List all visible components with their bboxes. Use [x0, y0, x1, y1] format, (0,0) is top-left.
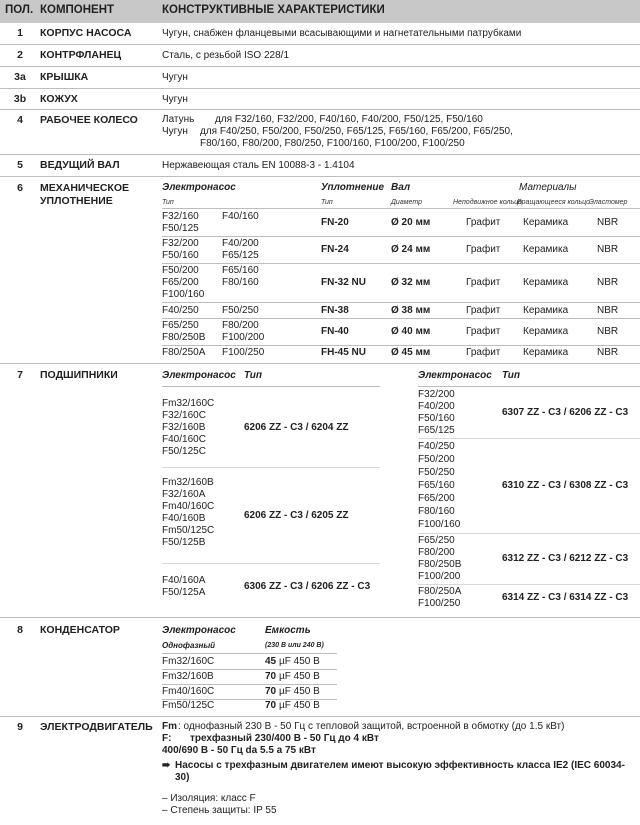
component-name: КОЖУХ	[40, 93, 78, 105]
row-number: 2	[17, 49, 23, 61]
row-divider	[0, 176, 640, 177]
bearing-pump: F100/250	[418, 598, 461, 609]
fixed-ring: Графит	[466, 347, 501, 358]
bearing-pump: Fm32/160B	[162, 477, 214, 488]
elastomer: NBR	[597, 217, 619, 228]
row-divider	[0, 617, 640, 618]
shaft-header: Вал	[391, 182, 411, 193]
seal-pump: F65/160	[222, 265, 259, 276]
bearing-pump: F80/200	[418, 547, 455, 558]
impeller-models: F80/160, F80/200, F80/250, F100/160, F100/200, F100/250	[200, 138, 465, 149]
shaft-diameter: Ø 40 мм	[391, 326, 431, 337]
seal-pump: F65/125	[222, 250, 259, 261]
rotating-ring: Керамика	[523, 244, 569, 255]
seal-pump: F50/250	[222, 305, 259, 316]
component-desc: Сталь, с резьбой ISO 228/1	[162, 50, 290, 61]
capacitance-unit: µF 450 В	[279, 656, 320, 667]
capacitance-value: 45	[265, 656, 277, 667]
bearing-pump: F50/125A	[162, 587, 206, 598]
seal-pump: F40/160	[222, 211, 259, 222]
seal-table-line	[162, 263, 640, 264]
bearing-pump: F32/160B	[162, 422, 206, 433]
impeller-models: для F40/250, F50/200, F50/250, F65/125, F65/160, F65/200, F65/250,	[200, 126, 513, 137]
bearing-group-divider	[418, 533, 640, 534]
motor-fm-text: : однофазный 230 В - 50 Гц с тепловой защитой, встроенной в обмотку (до 1.5 кВт)	[178, 721, 565, 732]
row-divider	[0, 716, 640, 717]
fixed-ring: Графит	[466, 244, 501, 255]
capacitance-value: 70	[265, 686, 277, 697]
elastomer: NBR	[597, 277, 619, 288]
component-desc: Нержавеющая сталь EN 10088-3 - 1.4104	[162, 160, 355, 171]
row-number: 5	[17, 159, 23, 171]
fixed-ring-subheader: Неподвижное кольцо	[453, 199, 523, 206]
voltage-subheader: (230 В или 240 В)	[265, 642, 324, 649]
bearing-pump: F32/160C	[162, 410, 206, 421]
seal-type: FN-38	[321, 305, 349, 316]
component-name: КОРПУС НАСОСА	[40, 27, 132, 39]
fixed-ring: Графит	[466, 305, 501, 316]
capacitance-unit: µF 450 В	[279, 686, 320, 697]
seal-pump: F100/200	[222, 332, 265, 343]
row-number: 3a	[14, 71, 26, 83]
seal-pump: F80/250B	[162, 332, 206, 343]
row-number: 1	[17, 27, 23, 39]
seal-type-header: Уплотнение	[321, 182, 385, 193]
seal-type-subheader: Тип	[321, 199, 333, 206]
row-divider	[0, 44, 640, 45]
bearing-pump: Fm32/160C	[162, 398, 215, 409]
seal-pump: F100/250	[222, 347, 265, 358]
component-name: ВЕДУЩИЙ ВАЛ	[40, 159, 120, 171]
capacitor-pump: Fm32/160C	[162, 656, 215, 667]
motor-fm-label: Fm	[162, 721, 177, 732]
seal-pump: F40/250	[162, 305, 199, 316]
elastomer: NBR	[597, 326, 619, 337]
elastomer: NBR	[597, 305, 619, 316]
rotating-ring: Керамика	[523, 347, 569, 358]
bearing-table-line	[162, 386, 380, 387]
seal-pump-header: Электронасос	[162, 182, 236, 193]
bearing-group-divider	[162, 467, 380, 468]
elastomer: NBR	[597, 347, 619, 358]
capacitor-table-line	[162, 669, 337, 670]
bearing-pump: F65/200	[418, 493, 455, 504]
bearing-pump: F40/200	[418, 401, 455, 412]
shaft-diameter: Ø 32 мм	[391, 277, 431, 288]
component-name: ПОДШИПНИКИ	[40, 369, 118, 381]
bearing-pump: F65/125	[418, 425, 455, 436]
component-desc: Чугун	[162, 72, 188, 83]
fixed-ring: Графит	[466, 277, 501, 288]
rotating-ring: Керамика	[523, 277, 569, 288]
bearing-table-line	[418, 386, 640, 387]
elastomer: NBR	[597, 244, 619, 255]
row-number: 7	[17, 369, 23, 381]
capacitance-header: Емкость	[265, 625, 311, 636]
bearing-type: 6307 ZZ - C3 / 6206 ZZ - C3	[502, 407, 629, 418]
diameter-subheader: Диаметр	[391, 199, 422, 206]
capacitor-table-line	[162, 653, 337, 654]
bearing-pump: F50/200	[418, 454, 455, 465]
seal-type: FN-40	[321, 326, 349, 337]
component-name: КОНДЕНСАТОР	[40, 624, 120, 636]
bearing-pump: F65/250	[418, 535, 455, 546]
seal-pump: F50/200	[162, 265, 199, 276]
row-divider	[0, 66, 640, 67]
bearing-pump: F100/200	[418, 571, 461, 582]
seal-table-line	[162, 345, 640, 346]
seal-pump: F32/160	[162, 211, 199, 222]
capacitor-pump: Fm50/125C	[162, 700, 215, 711]
motor-efficiency-note: Насосы с трехфазным двигателем имеют высокую эффективность класса IE2 (IEC 60034-	[175, 760, 625, 771]
shaft-diameter: Ø 20 мм	[391, 217, 431, 228]
bearing-pump: F40/250	[418, 441, 455, 452]
capacitance-value: 70	[265, 700, 277, 711]
header-pos: ПОЛ.	[5, 4, 34, 16]
component-name: КРЫШКА	[40, 71, 89, 83]
fixed-ring: Графит	[466, 217, 501, 228]
seal-type: FN-20	[321, 217, 349, 228]
bearing-pump: F80/250B	[418, 559, 462, 570]
component-name: ЭЛЕКТРОДВИГАТЕЛЬ	[40, 721, 153, 733]
seal-pump: F32/200	[162, 238, 199, 249]
component-desc: Чугун	[162, 94, 188, 105]
bearing-group-divider	[162, 563, 380, 564]
materials-header: Материалы	[519, 182, 577, 193]
capacitance-value: 70	[265, 671, 277, 682]
bearing-pump: F40/160A	[162, 575, 206, 586]
bearing-pump: Fm40/160C	[162, 501, 215, 512]
bearing-pump: Fm50/125C	[162, 525, 215, 536]
fixed-ring: Графит	[466, 326, 501, 337]
pump-type-subheader: Тип	[162, 199, 174, 206]
bearing-type-header: Тип	[502, 370, 520, 381]
row-divider	[0, 363, 640, 364]
bearing-pump: F40/160C	[162, 434, 206, 445]
seal-table-line	[162, 236, 640, 237]
single-phase-subheader: Однофазный	[162, 641, 216, 650]
bearing-type-header: Тип	[244, 370, 262, 381]
bearing-pump: F50/160	[418, 413, 455, 424]
bearing-pump: F32/200	[418, 389, 455, 400]
seal-pump: F80/200	[222, 320, 259, 331]
seal-pump: F50/125	[162, 223, 199, 234]
row-number: 9	[17, 721, 23, 733]
seal-pump: F40/200	[222, 238, 259, 249]
shaft-diameter: Ø 45 мм	[391, 347, 431, 358]
rotating-ring-subheader: Вращающееся кольцо	[517, 199, 591, 206]
seal-type: FN-24	[321, 244, 349, 255]
rotating-ring: Керамика	[523, 326, 569, 337]
bearing-pump: F65/160	[418, 480, 455, 491]
motor-protection: – Степень защиты: IP 55	[162, 805, 277, 816]
bearing-pump: F50/250	[418, 467, 455, 478]
row-number: 8	[17, 624, 23, 636]
bearing-pump: F50/125B	[162, 537, 206, 548]
bearing-pump: F100/160	[418, 519, 461, 530]
bearing-group-divider	[418, 584, 640, 585]
seal-pump: F80/160	[222, 277, 259, 288]
capacitance-unit: µF 450 В	[279, 700, 320, 711]
row-number: 6	[17, 182, 23, 194]
component-name: РАБОЧЕЕ КОЛЕСО	[40, 114, 138, 126]
bearing-type: 6206 ZZ - C3 / 6205 ZZ	[244, 510, 349, 521]
bearing-pump: F80/160	[418, 506, 455, 517]
row-divider	[0, 154, 640, 155]
component-desc: Чугун, снабжен фланцевыми всасывающими и нагнетательными патрубками	[162, 28, 522, 39]
bearing-pump: F80/250A	[418, 586, 462, 597]
motor-f-label: F:	[162, 733, 172, 744]
motor-f-text2: 400/690 В - 50 Гц da 5.5 а 75 кВт	[162, 745, 316, 756]
capacitor-table-line	[162, 684, 337, 685]
seal-type: FH-45 NU	[321, 347, 367, 358]
component-name: УПЛОТНЕНИЕ	[40, 195, 113, 207]
seal-type: FN-32 NU	[321, 277, 367, 288]
bearing-pump: F40/160B	[162, 513, 206, 524]
seal-pump: F65/250	[162, 320, 199, 331]
impeller-material: Чугун	[162, 126, 188, 137]
table-header	[0, 0, 640, 23]
seal-pump: F80/250A	[162, 347, 206, 358]
seal-pump: F50/160	[162, 250, 199, 261]
bearing-type: 6206 ZZ - C3 / 6204 ZZ	[244, 422, 349, 433]
seal-table-line	[162, 318, 640, 319]
bearing-pump: F32/160A	[162, 489, 206, 500]
component-name: МЕХАНИЧЕСКОЕ	[40, 182, 130, 194]
bearing-pump-header: Электронасос	[418, 370, 492, 381]
seal-pump: F100/160	[162, 289, 205, 300]
bearing-type: 6310 ZZ - C3 / 6308 ZZ - C3	[502, 480, 629, 491]
impeller-models: для F32/160, F32/200, F40/160, F40/200, F50/125, F50/160	[215, 114, 483, 125]
capacitor-pump: Fm40/160C	[162, 686, 215, 697]
row-number: 3b	[13, 93, 27, 105]
row-divider	[0, 88, 640, 89]
seal-table-line	[162, 302, 640, 303]
shaft-diameter: Ø 38 мм	[391, 305, 431, 316]
bearing-type: 6314 ZZ - C3 / 6314 ZZ - C3	[502, 592, 629, 603]
motor-efficiency-note-cont: 30)	[175, 772, 190, 783]
row-divider	[0, 109, 640, 110]
seal-pump: F65/200	[162, 277, 199, 288]
row-number: 4	[17, 114, 23, 126]
impeller-material: Латунь	[162, 114, 195, 125]
bearing-pump: F50/125C	[162, 446, 206, 457]
capacitance-unit: µF 450 В	[279, 671, 320, 682]
bearing-type: 6312 ZZ - C3 / 6212 ZZ - C3	[502, 553, 629, 564]
header-component: КОМПОНЕНТ	[40, 4, 115, 16]
arrow-icon: ➠	[162, 760, 171, 771]
component-name: КОНТРФЛАНЕЦ	[40, 49, 122, 61]
capacitor-pump-header: Электронасос	[162, 625, 236, 636]
header-features: КОНСТРУКТИВНЫЕ ХАРАКТЕРИСТИКИ	[162, 4, 385, 16]
bearing-group-divider	[418, 438, 640, 439]
capacitor-pump: Fm32/160B	[162, 671, 214, 682]
rotating-ring: Керамика	[523, 305, 569, 316]
shaft-diameter: Ø 24 мм	[391, 244, 431, 255]
bearing-pump-header: Электронасос	[162, 370, 236, 381]
bearing-type: 6306 ZZ - C3 / 6206 ZZ - C3	[244, 581, 371, 592]
motor-f-text: трехфазный 230/400 В - 50 Гц до 4 кВт	[190, 733, 379, 744]
motor-insulation: – Изоляция: класс F	[162, 793, 256, 804]
seal-table-line	[162, 208, 640, 209]
elastomer-subheader: Эластомер	[589, 199, 628, 206]
rotating-ring: Керамика	[523, 217, 569, 228]
